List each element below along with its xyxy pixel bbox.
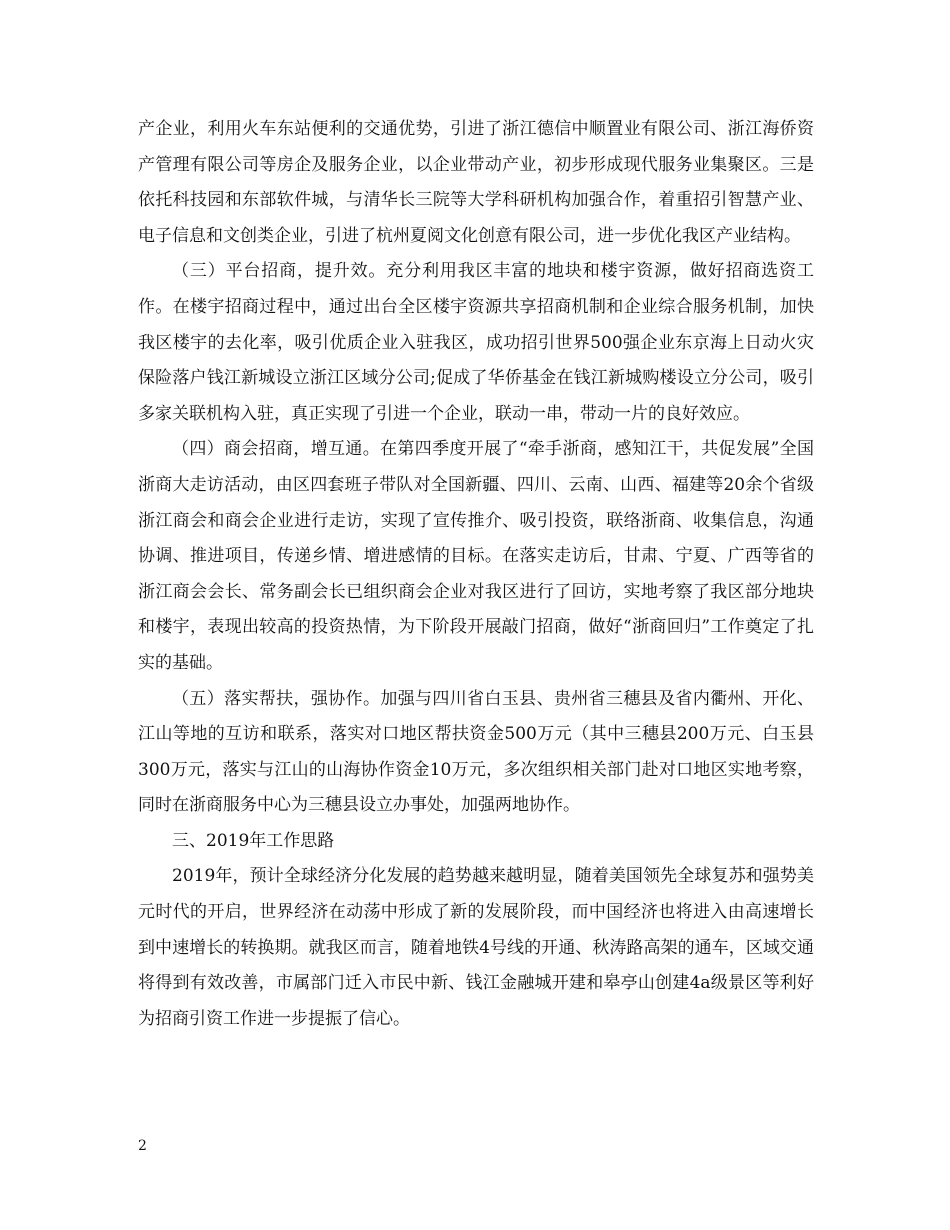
page-number: 2 <box>138 1138 147 1154</box>
document-body <box>138 112 814 1037</box>
paragraph-platform-investment: （三）平台招商，提升效。充分利用我区丰富的地块和楼宇资源，做好招商选资工作。在楼宇招商过程中，通过出台全区楼宇资源共享招商机制和企业综合服务机制，加快我区楼宇的去化率，吸引优质企业入驻我区，成功招引世界500强企业东京海上日动火灾保险落户钱江新城设立浙江区域分公司;促成了华侨基金在钱江新城购楼设立分公司，吸引多家关联机构入驻，真正实现了引进一个企业，联动一串，带动一片的良好效应。 <box>138 261 814 424</box>
paragraph-chamber-investment: （四）商会招商，增互通。在第四季度开展了“牵手浙商，感知江干，共促发展”全国浙商大走访活动，由区四套班子带队对全国新疆、四川、云南、山西、福建等20余个省级浙江商会和商会企业进行走访，实现了宣传推介、吸引投资，联络浙商、收集信息，沟通协调、推进项目，传递乡情、增进感情的目标。在落实走访后，甘肃、宁夏、广西等省的浙江商会会长、常务副会长已组织商会企业对我区进行了回访，实地考察了我区部分地块和楼宇，表现出较高的投资热情，为下阶段开展敲门招商，做好“浙商回归”工作奠定了扎实的基础。 <box>138 439 814 673</box>
paragraph-continuation: 产企业，利用火车东站便利的交通优势，引进了浙江德信中顺置业有限公司、浙江海侨资产管理有限公司等房企及服务企业，以企业带动产业，初步形成现代服务业集聚区。三是依托科技园和东部软件城，与清华长三院等大学科研机构加强合作，着重招引智慧产业、电子信息和文创类企业，引进了杭州夏阅文化创意有限公司，进一步优化我区产业结构。 <box>138 119 814 246</box>
paragraph-assistance-cooperation: （五）落实帮扶，强协作。加强与四川省白玉县、贵州省三穗县及省内衢州、开化、江山等地的互访和联系，落实对口地区帮扶资金500万元（其中三穗县200万元、白玉县300万元，落实与江山的山海协作资金10万元，多次组织相关部门赴对口地区实地考察，同时在浙商服务中心为三穗县设立办事处，加强两地协作。 <box>138 688 814 816</box>
paragraph-2019-outlook: 2019年，预计全球经济分化发展的趋势越来越明显，随着美国领先全球复苏和强势美元时代的开启，世界经济在动荡中形成了新的发展阶段，而中国经济也将进入由高速增长到中速增长的转换期。就我区而言，随着地铁4号线的开通、秋涛路高架的通车，区域交通将得到有效改善，市属部门迁入市民中新、钱江金融城开建和皋亭山创建4a级景区等利好为招商引资工作进一步提振了信心。 <box>138 866 814 1029</box>
section-heading-2019-plan: 三、2019年工作思路 <box>172 830 335 851</box>
